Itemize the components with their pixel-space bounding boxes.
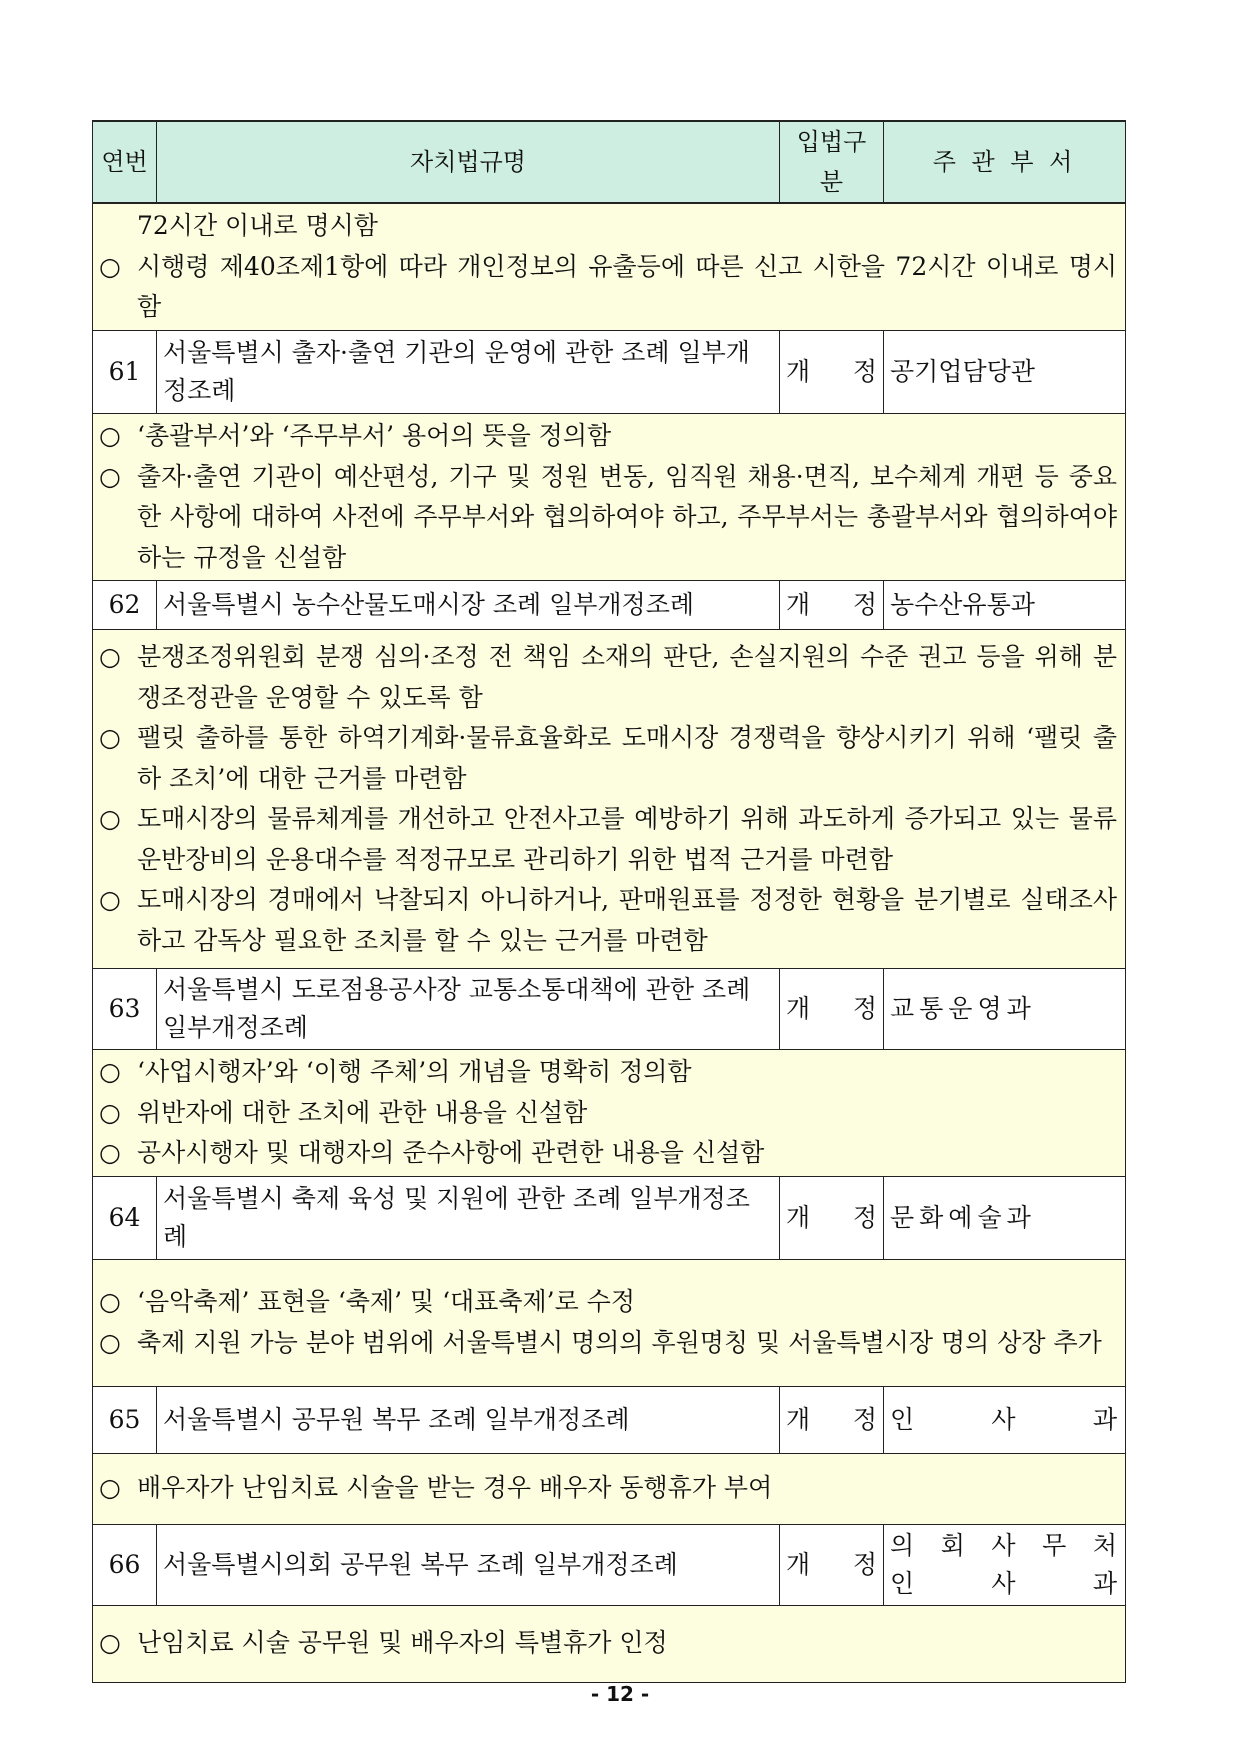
- department: 문화예술과: [884, 1176, 1126, 1259]
- description-row: [93, 1259, 1126, 1386]
- description-row: [93, 630, 1126, 969]
- regulation-table: [92, 120, 1126, 1683]
- description-row: [93, 203, 1126, 331]
- header-name: 자치법규명: [157, 121, 780, 203]
- regulation-name: 서울특별시 농수산물도매시장 조례 일부개정조례: [157, 581, 780, 630]
- bullet-item: ○ ‘총괄부서’와 ‘주무부서’ 용어의 뜻을 정의함: [99, 421, 612, 450]
- bullet-item: ○ 도매시장의 물류체계를 개선하고 안전사고를 예방하기 위해 과도하게 증가되고 있는 물류운반장비의 운용대수를 적정규모로 관리하기 위한 법적 근거를 마련함: [99, 804, 1117, 874]
- bullet-item: ○ 축제 지원 가능 분야 범위에 서울특별시 명의의 후원명칭 및 서울특별시장 명의 상장 추가: [99, 1327, 1102, 1357]
- header-no: 연번: [93, 121, 157, 203]
- bullet-item: ○ 분쟁조정위원회 분쟁 심의·조정 전 책임 소재의 판단, 손실지원의 수준 권고 등을 위해 분쟁조정관을 운영할 수 있도록 함: [99, 642, 1117, 712]
- legislation-kind: 개 정: [780, 1176, 884, 1259]
- table-row: [93, 1386, 1126, 1453]
- table-row: [93, 581, 1126, 630]
- regulation-name: 서울특별시 축제 육성 및 지원에 관한 조례 일부개정조례: [157, 1176, 780, 1259]
- regulation-name: 서울특별시 출자·출연 기관의 운영에 관한 조례 일부개정조례: [157, 331, 780, 414]
- row-number: 65: [93, 1386, 157, 1453]
- table-row: [93, 1524, 1126, 1605]
- header-dept: 주 관 부 서: [884, 121, 1126, 203]
- bullet-item: ○ ‘사업시행자’와 ‘이행 주체’의 개념을 명확히 정의함: [99, 1057, 692, 1086]
- regulation-name: 서울특별시 공무원 복무 조례 일부개정조례: [157, 1386, 780, 1453]
- table-header-row: [93, 121, 1126, 203]
- table-row: [93, 1176, 1126, 1259]
- department-spread: 인 사 과: [890, 1404, 1117, 1434]
- header-kind: 입법구분: [780, 121, 884, 203]
- bullet-item: ○ ‘음악축제’ 표현을 ‘축제’ 및 ‘대표축제’로 수정: [99, 1287, 635, 1316]
- regulation-table-page: [92, 120, 1125, 1683]
- regulation-name: 서울특별시의회 공무원 복무 조례 일부개정조례: [157, 1524, 780, 1605]
- row-number: 61: [93, 331, 157, 414]
- bullet-item: ○ 출자·출연 기관이 예산편성, 기구 및 정원 변동, 임직원 채용·면직, 보수체계 개편 등 중요한 사항에 대하여 사전에 주무부서와 협의하여야 하고, 주무부서는 총괄부서와 협의하여야 하는 규정을 신설함: [99, 461, 1117, 572]
- department: 농수산유통과: [884, 581, 1126, 630]
- row-number: 63: [93, 969, 157, 1050]
- legislation-kind: 개 정: [780, 1386, 884, 1453]
- department: [884, 1524, 1126, 1605]
- department-spread: 인 사 과: [890, 1568, 1117, 1598]
- bullet-item: ○ 난임치료 시술 공무원 및 배우자의 특별휴가 인정: [99, 1628, 668, 1658]
- legislation-kind: 개 정: [780, 969, 884, 1050]
- bullet-item: ○ 공사시행자 및 대행자의 준수사항에 관련한 내용을 신설함: [99, 1138, 765, 1167]
- legislation-kind: 개 정: [780, 581, 884, 630]
- legislation-kind: 개 정: [780, 1524, 884, 1605]
- bullet-item: ○ 시행령 제40조제1항에 따라 개인정보의 유출등에 따른 신고 시한을 72시간 이내로 명시함: [99, 251, 1117, 322]
- department: 공기업담당관: [884, 331, 1126, 414]
- row-number: 64: [93, 1176, 157, 1259]
- description-row: [93, 1605, 1126, 1682]
- row-number: 66: [93, 1524, 157, 1605]
- table-row: [93, 969, 1126, 1050]
- bullet-item: ○ 배우자가 난임치료 시술을 받는 경우 배우자 동행휴가 부여: [99, 1473, 773, 1503]
- bullet-item: ○ 도매시장의 경매에서 낙찰되지 아니하거나, 판매원표를 정정한 현황을 분기별로 실태조사하고 감독상 필요한 조치를 할 수 있는 근거를 마련함: [99, 885, 1117, 955]
- legislation-kind: 개 정: [780, 331, 884, 414]
- bullet-continuation: 72시간 이내로 명시함: [137, 211, 378, 241]
- description-row: [93, 1050, 1126, 1177]
- department-spread: 의 회 사 무 처: [890, 1530, 1117, 1560]
- bullet-item: ○ 팰릿 출하를 통한 하역기계화·물류효율화로 도매시장 경쟁력을 향상시키기 위해 ‘팰릿 출하 조치’에 대한 근거를 마련함: [99, 723, 1117, 793]
- page-number: - 12 -: [590, 1682, 650, 1706]
- description-row: [93, 414, 1126, 581]
- department: 교통운영과: [884, 969, 1126, 1050]
- row-number: 62: [93, 581, 157, 630]
- description-row: [93, 1453, 1126, 1524]
- bullet-item: ○ 위반자에 대한 조치에 관한 내용을 신설함: [99, 1097, 588, 1127]
- table-row: [93, 331, 1126, 414]
- regulation-name: 서울특별시 도로점용공사장 교통소통대책에 관한 조례 일부개정조례: [157, 969, 780, 1050]
- department: [884, 1386, 1126, 1453]
